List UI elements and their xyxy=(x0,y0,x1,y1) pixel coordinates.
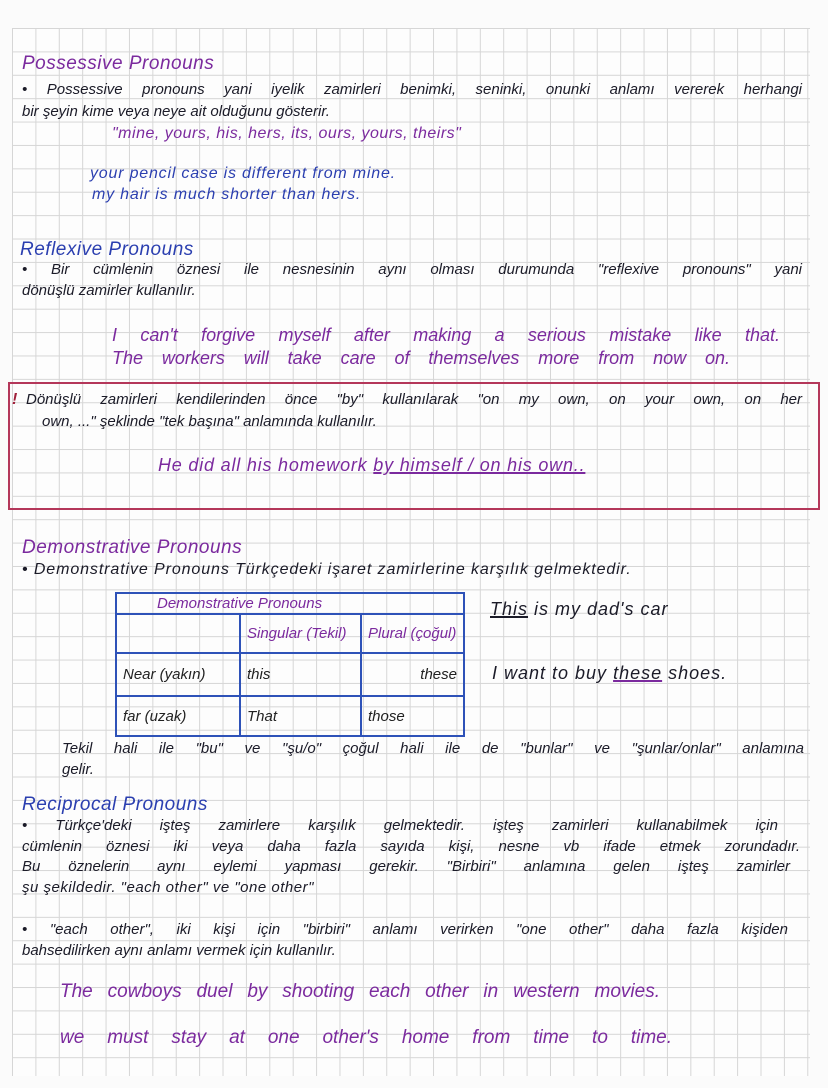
demonstrative-line-1: • Demonstrative Pronouns Türkçedeki işaret zamirlerine karşılık gelmektedir. xyxy=(22,561,632,578)
table-cell: those xyxy=(361,696,464,736)
reciprocal-line-2: cümlenin öznesi iki veya daha fazla sayıda kişi, nesne vb ifade etmek zorundadır. xyxy=(22,838,800,855)
table-cell: That xyxy=(240,696,361,736)
demonstrative-table xyxy=(115,592,465,737)
table-row xyxy=(116,653,464,696)
possessive-list: "mine, yours, his, hers, its, ours, yours, theirs" xyxy=(112,125,462,142)
section-title-demonstrative: Demonstrative Pronouns xyxy=(22,537,243,558)
example-text: He did all his homework xyxy=(158,455,374,475)
reciprocal-line-6: bahsedilirken aynı anlamı vermek için kullanılır. xyxy=(22,942,336,959)
reflexive-note-example xyxy=(158,456,585,474)
section-title-possessive: Possessive Pronouns xyxy=(22,53,215,74)
reflexive-example-1: I can't forgive myself after making a serious mistake like that. xyxy=(112,325,780,345)
table-header-plural: Plural (çoğul) xyxy=(361,614,464,653)
possessive-example-2: my hair is much shorter than hers. xyxy=(92,186,362,203)
underlined-word: these xyxy=(613,663,663,683)
possessive-line-2: bir şeyin kime veya neye ait olduğunu gösterir. xyxy=(22,103,330,120)
reflexive-example-2: The workers will take care of themselves more from now on. xyxy=(112,348,730,368)
table-cell: Near (yakın) xyxy=(116,653,240,696)
demonstrative-example-2 xyxy=(492,664,727,682)
underlined-word: This xyxy=(490,599,529,619)
reciprocal-line-3: Bu öznelerin aynı eylemi yapması gerekir. "Birbiri" anlamına gelen işteş zamirler xyxy=(22,858,790,875)
demonstrative-example-1 xyxy=(490,600,669,618)
section-title-reflexive: Reflexive Pronouns xyxy=(20,239,194,260)
exclamation-icon: ! xyxy=(12,391,18,408)
example-text: is my dad's car xyxy=(528,599,669,619)
section-title-reciprocal: Reciprocal Pronouns xyxy=(22,794,208,815)
reciprocal-line-5: • "each other", iki kişi için "birbiri" anlamı verirken "one other" daha fazla kişiden xyxy=(22,921,788,938)
reflexive-line-2: dönüşlü zamirler kullanılır. xyxy=(22,282,196,299)
reflexive-line-1: • Bir cümlenin öznesi ile nesnesinin aynı olması durumunda "reflexive pronouns" yani xyxy=(22,261,802,278)
example-underlined-text: by himself / on his own.. xyxy=(373,455,586,475)
example-text: I want to buy xyxy=(492,663,614,683)
reciprocal-line-1: • Türkçe'deki işteş zamirlere karşılık gelmektedir. işteş zamirleri kullanabilmek için xyxy=(22,817,778,834)
reflexive-note-line-1: Dönüşlü zamirleri kendilerinden önce "by" kullanılarak "on my own, on your own, on her xyxy=(26,391,802,408)
table-cell: this xyxy=(240,653,361,696)
table-cell: far (uzak) xyxy=(116,696,240,736)
example-text: shoes. xyxy=(662,663,728,683)
table-row xyxy=(116,696,464,736)
reciprocal-line-4: şu şekildedir. "each other" ve "one other" xyxy=(22,879,314,896)
table-caption: Demonstrative Pronouns xyxy=(116,593,464,614)
demonstrative-footer-2: gelir. xyxy=(62,761,94,778)
table-header-singular: Singular (Tekil) xyxy=(240,614,361,653)
demonstrative-footer-1: Tekil hali ile "bu" ve "şu/o" çoğul hali ile de "bunlar" ve "şunlar/onlar" anlamına xyxy=(62,740,804,757)
reciprocal-example-1: The cowboys duel by shooting each other in western movies. xyxy=(60,981,660,1002)
reflexive-note-line-2: own, ..." şeklinde "tek başına" anlamında kullanılır. xyxy=(42,413,377,430)
possessive-line-1: • Possessive pronouns yani iyelik zamirleri benimki, seninki, onunki anlamı vererek herhangi xyxy=(22,81,802,98)
table-cell: these xyxy=(361,653,464,696)
possessive-example-1: your pencil case is different from mine. xyxy=(90,165,396,182)
table-header-empty xyxy=(116,614,240,653)
reciprocal-example-2: we must stay at one other's home from time to time. xyxy=(60,1027,672,1048)
